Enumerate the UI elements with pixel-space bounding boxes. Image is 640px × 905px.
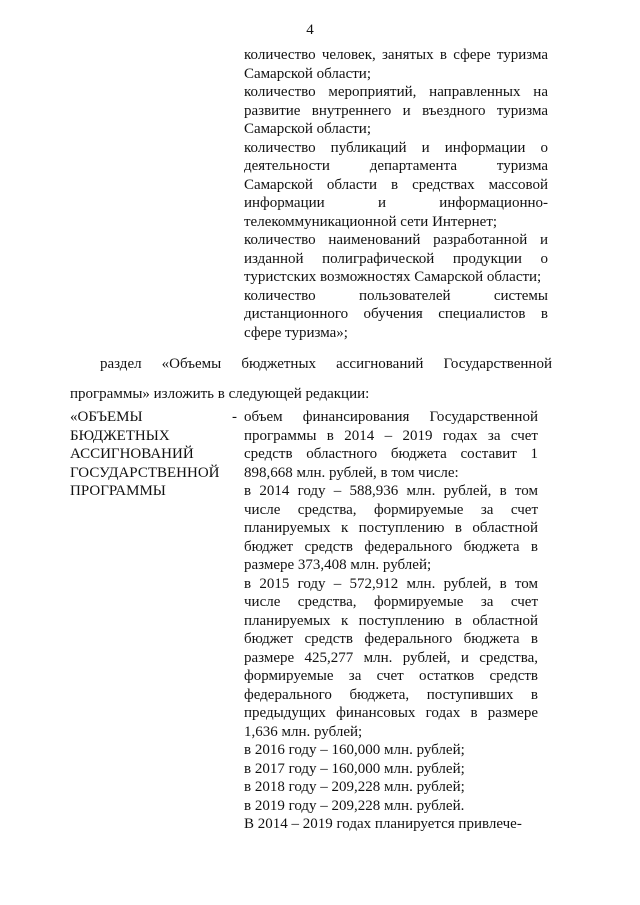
funding-paragraph: объем финансирования Государственной программы в 2014 – 2019 годах за счет средств областного бюджета составит 1 898,668 млн. рублей, в том числе: bbox=[244, 409, 538, 481]
list-item: количество публикаций и информации о деятельности департамента туризма Самарской области в средствах массовой информации и информационно-телекоммуникационной сети Интернет; bbox=[244, 139, 548, 230]
table-label-cell: «ОБЪЕМЫ БЮДЖЕТНЫХ АССИГНОВАНИЙ ГОСУДАРСТВЕННОЙ ПРОГРАММЫ bbox=[70, 409, 220, 499]
funding-paragraph: в 2018 году – 209,228 млн. рублей; bbox=[244, 779, 465, 795]
list-item: количество человек, занятых в сфере туризма Самарской области; bbox=[244, 47, 548, 82]
intro-word: бюджетных bbox=[241, 356, 317, 372]
funding-paragraph: в 2014 году – 588,936 млн. рублей, в том числе средства, формируемые за счет планируемых к поступлению в областной бюджет средств федерального бюджета в размере 373,408 млн. рублей; bbox=[244, 483, 538, 573]
funding-paragraph: в 2019 году – 209,228 млн. рублей. bbox=[244, 797, 465, 814]
section-intro bbox=[70, 349, 552, 409]
list-item: количество пользователей системы дистанционного обучения специалистов в сфере туризма»; bbox=[244, 287, 548, 341]
list-item: количество мероприятий, направленных на развитие внутреннего и въездного туризма Самарской области; bbox=[244, 84, 548, 137]
funding-paragraph: в 2015 году – 572,912 млн. рублей, в том числе средства, формируемые за счет планируемых к поступлению в областной бюджет средств федерального бюджета в размере 425,277 млн. рублей, и средства, формируемые за счет остатков средств федерального бюджета, поступивших в предыдущих финансовых годах в размере 1,636 млн. рублей; bbox=[244, 575, 538, 740]
funding-paragraph: в 2016 году – 160,000 млн. рублей; bbox=[244, 742, 465, 758]
table-value-cell bbox=[244, 408, 538, 834]
intro-word: ассигнований bbox=[336, 356, 424, 372]
intro-word: «Объемы bbox=[161, 356, 222, 372]
funding-paragraph: в 2017 году – 160,000 млн. рублей; bbox=[244, 760, 465, 777]
funding-paragraph: В 2014 – 2019 годах планируется привлече- bbox=[244, 816, 522, 832]
table-dash: - bbox=[232, 409, 237, 425]
list-item: количество наименований разработанной и изданной полиграфической продукции о туристских возможностях Самарской области; bbox=[244, 232, 548, 285]
intro-line-2: программы» изложить в следующей редакции: bbox=[70, 386, 370, 402]
intro-line-1 bbox=[100, 349, 552, 379]
intro-word: Государственной bbox=[443, 356, 552, 372]
intro-word: раздел bbox=[100, 356, 142, 372]
indicator-list bbox=[244, 46, 548, 342]
page-number: 4 bbox=[306, 22, 314, 38]
